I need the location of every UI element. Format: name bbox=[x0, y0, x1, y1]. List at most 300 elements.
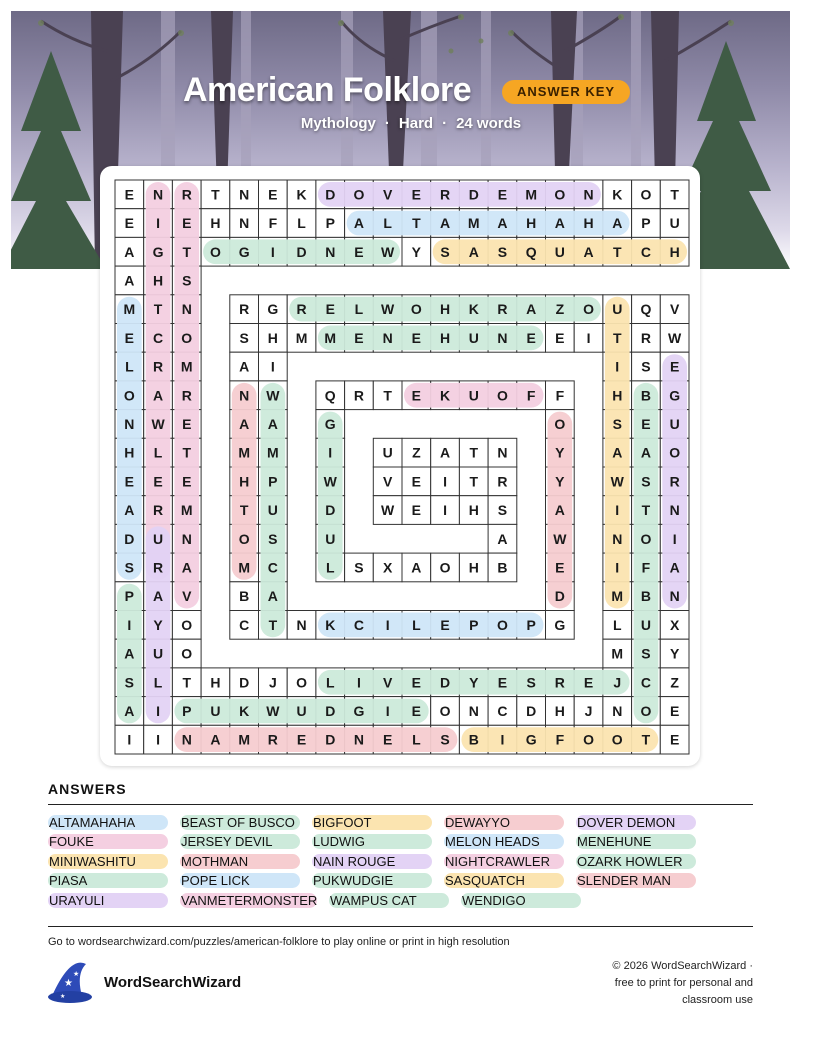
copyright-line: © 2026 WordSearchWizard · bbox=[612, 960, 753, 972]
grid-letter: H bbox=[152, 272, 164, 289]
answer-item: VANMETERMONSTER bbox=[181, 893, 318, 908]
grid-letter: S bbox=[612, 415, 622, 432]
grid-letter: Z bbox=[670, 674, 679, 691]
brand-name: WordSearchWizard bbox=[104, 974, 242, 991]
grid-letter: O bbox=[296, 674, 307, 691]
grid-letter: N bbox=[181, 530, 192, 547]
grid-letter: P bbox=[268, 473, 278, 490]
grid-letter: O bbox=[410, 301, 422, 318]
grid-letter: S bbox=[641, 358, 651, 375]
grid-letter: E bbox=[669, 702, 680, 719]
grid-letter: V bbox=[669, 301, 680, 318]
grid-letter: T bbox=[469, 473, 479, 490]
grid-letter: E bbox=[411, 473, 422, 490]
grid-letter: B bbox=[239, 588, 250, 605]
grid-letter: E bbox=[583, 674, 594, 691]
grid-letter: L bbox=[125, 358, 134, 375]
grid-letter: E bbox=[641, 415, 651, 432]
grid-letter: O bbox=[210, 243, 221, 260]
grid-letter: I bbox=[500, 731, 505, 748]
grid-letter: G bbox=[353, 702, 365, 719]
grid-letter: I bbox=[672, 530, 677, 547]
grid-letter: G bbox=[554, 616, 566, 633]
grid-letter: M bbox=[324, 329, 337, 346]
grid-letter: A bbox=[239, 415, 250, 432]
grid-letter: S bbox=[182, 272, 192, 289]
grid-letter: I bbox=[443, 473, 447, 490]
grid-letter: M bbox=[238, 444, 250, 461]
grid-letter: H bbox=[554, 702, 565, 719]
grid-letter: E bbox=[555, 559, 565, 576]
grid-letter: U bbox=[152, 530, 164, 547]
copyright-line: classroom use bbox=[682, 994, 753, 1006]
grid-letter: H bbox=[669, 243, 680, 260]
grid-letter: S bbox=[239, 329, 249, 346]
puzzle-meta bbox=[261, 115, 561, 132]
answer-item: BEAST OF BUSCO bbox=[180, 815, 300, 830]
footer-divider bbox=[48, 926, 753, 927]
grid-letter: F bbox=[555, 731, 565, 748]
grid-letter: G bbox=[238, 243, 250, 260]
grid-letter: D bbox=[554, 588, 565, 605]
grid-letter: A bbox=[612, 444, 623, 461]
grid-letter: Q bbox=[525, 243, 537, 260]
grid-letter: G bbox=[324, 415, 336, 432]
grid-letter: T bbox=[268, 616, 278, 633]
grid-letter: H bbox=[124, 444, 135, 461]
grid-letter: C bbox=[267, 559, 278, 576]
grid-letter: D bbox=[526, 702, 537, 719]
grid-letter: D bbox=[124, 530, 135, 547]
grid-letter: N bbox=[124, 415, 135, 432]
grid-letter: D bbox=[325, 502, 336, 519]
grid-letter: E bbox=[325, 301, 335, 318]
grid-letter: O bbox=[640, 702, 652, 719]
grid-letter: E bbox=[497, 186, 508, 203]
answer-item: JERSEY DEVIL bbox=[180, 834, 300, 849]
grid-letter: H bbox=[439, 329, 451, 346]
grid-letter: N bbox=[583, 186, 594, 203]
grid-letter: U bbox=[612, 301, 623, 318]
grid-letter: T bbox=[182, 444, 192, 461]
grid-letter: O bbox=[439, 702, 451, 719]
grid-letter: O bbox=[640, 186, 652, 203]
grid-letter: V bbox=[182, 588, 192, 605]
svg-text:★: ★ bbox=[64, 978, 73, 989]
grid-letter: S bbox=[641, 473, 651, 490]
grid-letter: P bbox=[124, 588, 135, 605]
word-count-label: 24 words bbox=[456, 115, 522, 132]
grid-letter: A bbox=[267, 588, 278, 605]
grid-letter: L bbox=[297, 215, 306, 232]
grid-letter: A bbox=[439, 444, 451, 461]
grid-letter: L bbox=[325, 559, 335, 576]
grid-letter: C bbox=[640, 674, 652, 691]
grid-letter: I bbox=[615, 559, 620, 576]
grid-letter: E bbox=[182, 415, 192, 432]
grid-letter: U bbox=[382, 444, 393, 461]
grid-letter: L bbox=[153, 674, 163, 691]
grid-letter: N bbox=[669, 502, 680, 519]
grid-letter: N bbox=[497, 444, 508, 461]
grid-letter: D bbox=[439, 674, 451, 691]
grid-letter: O bbox=[583, 301, 594, 318]
grid-letter: N bbox=[669, 588, 680, 605]
grid-letter: E bbox=[411, 674, 422, 691]
grid-letter: A bbox=[554, 502, 565, 519]
grid-letter: O bbox=[640, 530, 652, 547]
answer-item: DEWAYYO bbox=[444, 815, 564, 830]
grid-letter: A bbox=[181, 559, 192, 576]
grid-letter: L bbox=[412, 616, 421, 633]
grid-letter: E bbox=[411, 186, 422, 203]
grid-letter: Y bbox=[153, 616, 163, 633]
grid-letter: I bbox=[156, 702, 160, 719]
grid-letter: K bbox=[239, 702, 250, 719]
page-title: American Folklore bbox=[183, 71, 472, 109]
grid-letter: A bbox=[124, 702, 135, 719]
footer-note: Go to wordsearchwizard.com/puzzles/american-folklore to play online or print in high resolution bbox=[48, 936, 510, 948]
grid-letter: E bbox=[182, 473, 192, 490]
grid-letter: A bbox=[612, 215, 623, 232]
grid-letter: W bbox=[266, 702, 280, 719]
grid-letter: E bbox=[124, 473, 135, 490]
grid-letter: G bbox=[669, 387, 681, 404]
grid-letter: N bbox=[497, 329, 508, 346]
grid-letter: Q bbox=[640, 301, 652, 318]
grid-letter: L bbox=[354, 301, 364, 318]
grid-letter: T bbox=[211, 186, 220, 203]
grid-letter: B bbox=[640, 387, 652, 404]
grid-letter: T bbox=[412, 215, 421, 232]
grid-letter: P bbox=[182, 702, 192, 719]
grid-letter: R bbox=[239, 301, 250, 318]
grid-letter: E bbox=[411, 329, 422, 346]
grid-letter: F bbox=[555, 387, 565, 404]
grid-letter: E bbox=[411, 502, 422, 519]
grid-letter: R bbox=[267, 731, 278, 748]
grid-letter: O bbox=[353, 186, 365, 203]
grid-letter: W bbox=[668, 329, 682, 346]
grid-letter: T bbox=[641, 502, 651, 519]
grid-letter: S bbox=[497, 502, 508, 519]
grid-letter: S bbox=[354, 559, 364, 576]
grid-letter: E bbox=[354, 329, 364, 346]
grid-letter: T bbox=[153, 301, 163, 318]
grid-letter: W bbox=[610, 473, 624, 490]
grid-letter: H bbox=[468, 559, 479, 576]
grid-letter: L bbox=[383, 215, 392, 232]
grid-letter: U bbox=[554, 243, 565, 260]
grid-letter: W bbox=[323, 473, 337, 490]
grid-letter: R bbox=[353, 387, 365, 404]
grid-letter: H bbox=[612, 387, 623, 404]
grid-letter: H bbox=[210, 215, 221, 232]
grid-letter: I bbox=[270, 358, 275, 375]
grid-letter: K bbox=[612, 186, 623, 203]
grid-letter: T bbox=[182, 674, 192, 691]
grid-letter: R bbox=[181, 387, 192, 404]
grid-letter: O bbox=[238, 530, 250, 547]
answer-item: MELON HEADS bbox=[444, 834, 564, 849]
answer-item: ALTAMAHAHA bbox=[48, 815, 168, 830]
grid-letter: W bbox=[381, 301, 395, 318]
answer-item: MENEHUNE bbox=[576, 834, 696, 849]
grid-letter: F bbox=[641, 559, 651, 576]
grid-letter: I bbox=[357, 674, 361, 691]
grid-letter: R bbox=[669, 473, 680, 490]
grid-letter: P bbox=[641, 215, 651, 232]
answer-item: OZARK HOWLER bbox=[576, 854, 696, 869]
grid-letter: T bbox=[239, 502, 249, 519]
grid-letter: N bbox=[239, 215, 250, 232]
grid-letter: H bbox=[210, 674, 221, 691]
grid-letter: A bbox=[239, 358, 250, 375]
grid-letter: L bbox=[325, 674, 335, 691]
grid-letter: N bbox=[325, 243, 336, 260]
answer-item: DOVER DEMON bbox=[576, 815, 696, 830]
word-search-grid bbox=[100, 166, 700, 766]
grid-letter: A bbox=[554, 215, 565, 232]
grid-letter: R bbox=[152, 502, 164, 519]
grid-letter: I bbox=[127, 616, 132, 633]
grid-letter: R bbox=[640, 329, 652, 346]
grid-letter: W bbox=[553, 530, 567, 547]
grid-letter: C bbox=[353, 616, 365, 633]
grid-letter: P bbox=[469, 616, 479, 633]
difficulty-label: Hard bbox=[398, 115, 434, 132]
grid-letter: U bbox=[669, 415, 680, 432]
grid-letter: C bbox=[152, 329, 164, 346]
grid-letter: U bbox=[468, 329, 479, 346]
grid-letter: N bbox=[353, 731, 365, 748]
grid-letter: A bbox=[411, 559, 422, 576]
grid-letter: U bbox=[152, 645, 164, 662]
grid-letter: L bbox=[153, 444, 163, 461]
grid-letter: I bbox=[156, 215, 160, 232]
grid-letter: Q bbox=[324, 387, 336, 404]
grid-letter: O bbox=[497, 387, 508, 404]
grid-letter: I bbox=[586, 329, 591, 346]
grid-letter: A bbox=[497, 530, 508, 547]
grid-letter: S bbox=[497, 243, 508, 260]
answer-item: BIGFOOT bbox=[312, 815, 432, 830]
copyright-line: free to print for personal and bbox=[614, 977, 753, 989]
answer-item: WAMPUS CAT bbox=[329, 893, 449, 908]
grid-letter: I bbox=[270, 243, 275, 260]
grid-letter: N bbox=[239, 186, 250, 203]
answer-item: LUDWIG bbox=[312, 834, 432, 849]
answer-item: SLENDER MAN bbox=[576, 873, 696, 888]
grid-letter: I bbox=[615, 502, 620, 519]
grid-letter: A bbox=[439, 215, 451, 232]
answers-divider bbox=[48, 804, 753, 805]
grid-letter: C bbox=[239, 616, 250, 633]
grid-letter: H bbox=[583, 215, 594, 232]
grid-letter: D bbox=[296, 243, 307, 260]
answers-heading: ANSWERS bbox=[48, 781, 127, 797]
grid-letter: G bbox=[525, 731, 537, 748]
grid-letter: A bbox=[152, 588, 164, 605]
grid-letter: R bbox=[497, 473, 508, 490]
grid-letter: E bbox=[153, 473, 163, 490]
grid-letter: E bbox=[382, 731, 393, 748]
grid-letter: G bbox=[267, 301, 279, 318]
grid-letter: R bbox=[152, 559, 164, 576]
grid-letter: A bbox=[210, 731, 221, 748]
grid-letter: B bbox=[640, 588, 652, 605]
grid-letter: U bbox=[325, 530, 336, 547]
grid-letter: R bbox=[497, 301, 508, 318]
grid-letter: O bbox=[554, 186, 566, 203]
grid-letter: Z bbox=[412, 444, 421, 461]
grid-letter: M bbox=[180, 502, 193, 519]
grid-letter: M bbox=[238, 731, 250, 748]
grid-letter: A bbox=[497, 215, 508, 232]
grid-letter: O bbox=[497, 616, 508, 633]
grid-letter: I bbox=[385, 702, 390, 719]
grid-letter: A bbox=[353, 215, 365, 232]
answer-item: SASQUATCH bbox=[444, 873, 564, 888]
grid-letter: Y bbox=[555, 473, 565, 490]
grid-letter: N bbox=[181, 301, 192, 318]
grid-letter: R bbox=[181, 186, 192, 203]
grid-letter: Y bbox=[411, 243, 422, 260]
answer-item: POPE LICK bbox=[180, 873, 300, 888]
grid-letter: J bbox=[268, 674, 277, 691]
grid-letter: I bbox=[385, 616, 390, 633]
grid-letter: P bbox=[325, 215, 335, 232]
grid-letter: L bbox=[612, 616, 622, 633]
grid-letter: O bbox=[181, 645, 193, 662]
grid-letter: Z bbox=[555, 301, 565, 318]
grid-letter: I bbox=[328, 444, 333, 461]
grid-letter: T bbox=[612, 329, 622, 346]
grid-letter: N bbox=[468, 702, 479, 719]
grid-letter: O bbox=[611, 731, 623, 748]
grid-letter: M bbox=[180, 358, 193, 375]
grid-letter: M bbox=[467, 215, 480, 232]
grid-letter: E bbox=[555, 329, 565, 346]
answer-key-badge: ANSWER KEY bbox=[502, 80, 630, 104]
grid-letter: K bbox=[468, 301, 479, 318]
grid-letter: E bbox=[411, 387, 422, 404]
grid-letter: O bbox=[181, 616, 193, 633]
grid-letter: C bbox=[640, 243, 652, 260]
grid-letter: P bbox=[526, 616, 536, 633]
grid-letter: N bbox=[152, 186, 164, 203]
grid-letter: G bbox=[152, 243, 164, 260]
grid-letter: E bbox=[411, 702, 422, 719]
grid-letter: H bbox=[468, 502, 479, 519]
grid-letter: R bbox=[554, 674, 565, 691]
grid-letter: R bbox=[152, 358, 164, 375]
grid-letter: E bbox=[497, 674, 508, 691]
grid-letter: K bbox=[296, 186, 307, 203]
grid-letter: N bbox=[612, 702, 623, 719]
grid-letter: U bbox=[296, 702, 307, 719]
grid-letter: A bbox=[124, 243, 135, 260]
grid-letter: E bbox=[669, 731, 680, 748]
grid-letter: A bbox=[583, 243, 594, 260]
grid-letter: W bbox=[381, 502, 395, 519]
grid-letter: H bbox=[439, 301, 451, 318]
grid-letter: D bbox=[468, 186, 479, 203]
grid-letter: H bbox=[267, 329, 278, 346]
grid-letter: U bbox=[468, 387, 479, 404]
grid-letter: A bbox=[124, 272, 135, 289]
grid-letter: E bbox=[669, 358, 680, 375]
answer-item: WENDIGO bbox=[461, 893, 581, 908]
grid-letter: O bbox=[554, 415, 566, 432]
grid-letter: A bbox=[669, 559, 680, 576]
svg-text:★: ★ bbox=[60, 993, 66, 1000]
grid-letter: N bbox=[181, 731, 192, 748]
grid-letter: T bbox=[641, 731, 651, 748]
grid-letter: A bbox=[640, 444, 652, 461]
answer-item: PIASA bbox=[48, 873, 168, 888]
grid-letter: N bbox=[296, 616, 307, 633]
grid-letter: A bbox=[267, 415, 278, 432]
grid-letter: I bbox=[156, 731, 160, 748]
answer-item: PUKWUDGIE bbox=[312, 873, 432, 888]
grid-letter: M bbox=[525, 186, 537, 203]
grid-letter: V bbox=[382, 186, 393, 203]
grid-letter: A bbox=[152, 387, 164, 404]
grid-letter: H bbox=[526, 215, 537, 232]
grid-letter: U bbox=[210, 702, 221, 719]
meta-separator: · bbox=[442, 115, 448, 132]
grid-letter: W bbox=[381, 243, 395, 260]
grid-letter: E bbox=[182, 215, 192, 232]
grid-letter: Y bbox=[469, 674, 479, 691]
grid-letter: M bbox=[611, 645, 624, 662]
grid-letter: S bbox=[268, 530, 278, 547]
grid-letter: W bbox=[266, 387, 280, 404]
grid-letter: B bbox=[468, 731, 479, 748]
grid-letter: O bbox=[583, 731, 594, 748]
answer-item: NIGHTCRAWLER bbox=[444, 854, 564, 869]
grid-letter: N bbox=[239, 387, 250, 404]
answer-item: NAIN ROUGE bbox=[312, 854, 432, 869]
grid-letter: U bbox=[267, 502, 278, 519]
grid-letter: A bbox=[124, 645, 135, 662]
grid-letter: M bbox=[267, 444, 279, 461]
grid-letter: R bbox=[296, 301, 307, 318]
grid-letter: D bbox=[325, 186, 336, 203]
grid-letter: C bbox=[497, 702, 508, 719]
grid-letter: T bbox=[383, 387, 392, 404]
grid-letter: M bbox=[238, 559, 250, 576]
grid-letter: I bbox=[127, 731, 132, 748]
grid-letter: N bbox=[382, 329, 393, 346]
grid-letter: S bbox=[526, 674, 536, 691]
grid-letter: T bbox=[612, 243, 622, 260]
grid-letter: Y bbox=[669, 645, 680, 662]
grid-letter: M bbox=[295, 329, 308, 346]
answer-item: URAYULI bbox=[48, 893, 168, 908]
grid-letter: B bbox=[497, 559, 508, 576]
answer-item: MOTHMAN bbox=[180, 854, 300, 869]
grid-letter: H bbox=[239, 473, 250, 490]
grid-letter: F bbox=[526, 387, 536, 404]
grid-letter: V bbox=[382, 674, 393, 691]
grid-letter: E bbox=[268, 186, 278, 203]
puzzle-card bbox=[100, 166, 700, 766]
grid-letter: I bbox=[615, 358, 620, 375]
grid-letter: E bbox=[354, 243, 364, 260]
svg-text:★: ★ bbox=[73, 970, 80, 978]
